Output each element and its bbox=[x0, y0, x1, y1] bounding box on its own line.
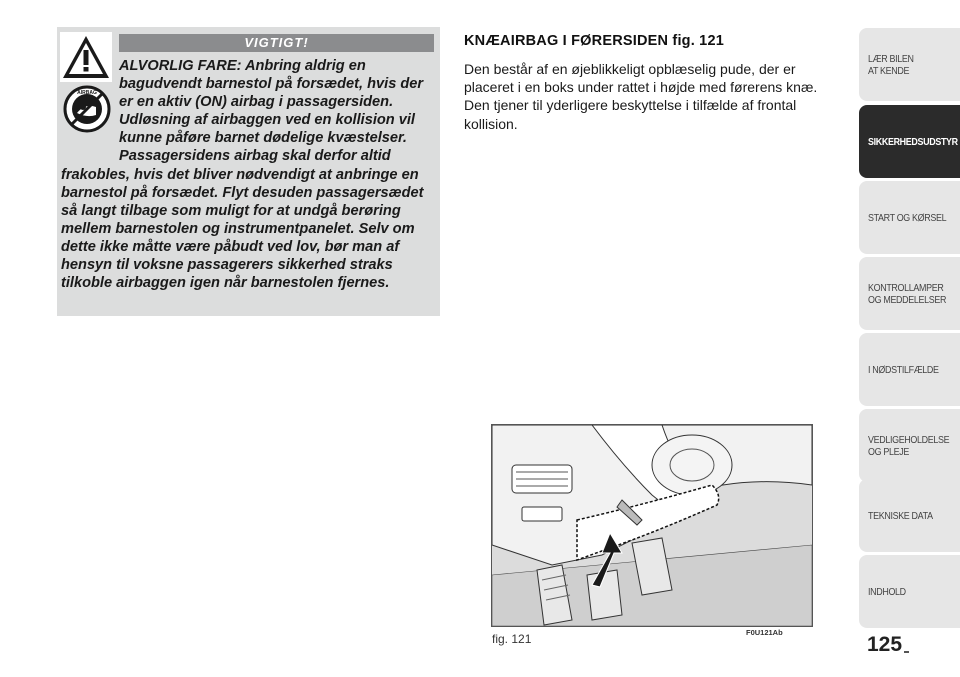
figure-code: F0U121Ab bbox=[746, 628, 783, 637]
warning-header: VIGTIGT! bbox=[119, 34, 434, 52]
figure-caption: fig. 121 bbox=[492, 632, 532, 646]
tab-sikkerhedsudstyr[interactable] bbox=[859, 105, 960, 178]
warning-text: ALVORLIG FARE: Anbring aldrig en bagudvendt barnestol på forsædet, hvis der er en aktiv (ON) airbag i passagersiden. Udløsning af airbaggen ved en kollision vil kunne påføre barnet dødelige kvæstelser. Passagersidens airbag skal derfor altid frakobles, hvis det bliver nødvendigt at anbringe en barnestol på forsædet. Flyt desuden passagersædet så langt tilbage som muligt for at undgå berøring mellem barnestolen og instrumentpanelet. Selv om dette ikke måtte være påbudt ved lov, bør man af hensyn til voksne passagerers sikkerhed straks tilkoble airbaggen igen når barnestolen fjernes. bbox=[61, 58, 424, 292]
tab-laer-bilen[interactable] bbox=[859, 28, 960, 101]
tab-start-og-korsel[interactable] bbox=[859, 181, 960, 254]
page-number: 125 bbox=[867, 633, 903, 656]
section-body: Den består af en øjeblikkeligt opblæselig pude, der er placeret i en boks under rattet i højde med førerens knæ. Den tjener til yderligere beskyttelse i tilfælde af frontal kollision. bbox=[464, 61, 818, 132]
warning-text-block bbox=[61, 57, 437, 292]
tab-label: KONTROLLAMPER bbox=[868, 281, 944, 294]
tab-kontrollamper[interactable] bbox=[859, 257, 960, 330]
page-number-dot bbox=[904, 651, 909, 653]
section-heading: KNÆAIRBAG I FØRERSIDEN fig. 121 bbox=[464, 33, 724, 49]
tab-tekniske-data[interactable] bbox=[859, 479, 960, 552]
tab-label-2: AT KENDE bbox=[868, 64, 910, 77]
tab-vedligeholdelse[interactable] bbox=[859, 409, 960, 482]
tab-label: TEKNISKE DATA bbox=[868, 509, 933, 522]
knee-airbag-illustration bbox=[492, 425, 812, 626]
warning-box bbox=[57, 27, 440, 316]
tab-indhold[interactable] bbox=[859, 555, 960, 628]
tab-label-2: OG MEDDELELSER bbox=[868, 293, 947, 306]
tab-label: START OG KØRSEL bbox=[868, 211, 947, 224]
tab-label: LÆR BILEN bbox=[868, 52, 914, 65]
tab-label: I NØDSTILFÆLDE bbox=[868, 363, 939, 376]
knee-airbag-figure bbox=[491, 424, 813, 627]
tab-label-2: OG PLEJE bbox=[868, 445, 909, 458]
tab-label: VEDLIGEHOLDELSE bbox=[868, 433, 950, 446]
tab-i-nodstilfaelde[interactable] bbox=[859, 333, 960, 406]
tab-label: INDHOLD bbox=[868, 585, 906, 598]
airbag-label: AIRBAG bbox=[77, 90, 97, 96]
tab-label: SIKKERHEDSUDSTYR bbox=[868, 135, 958, 148]
